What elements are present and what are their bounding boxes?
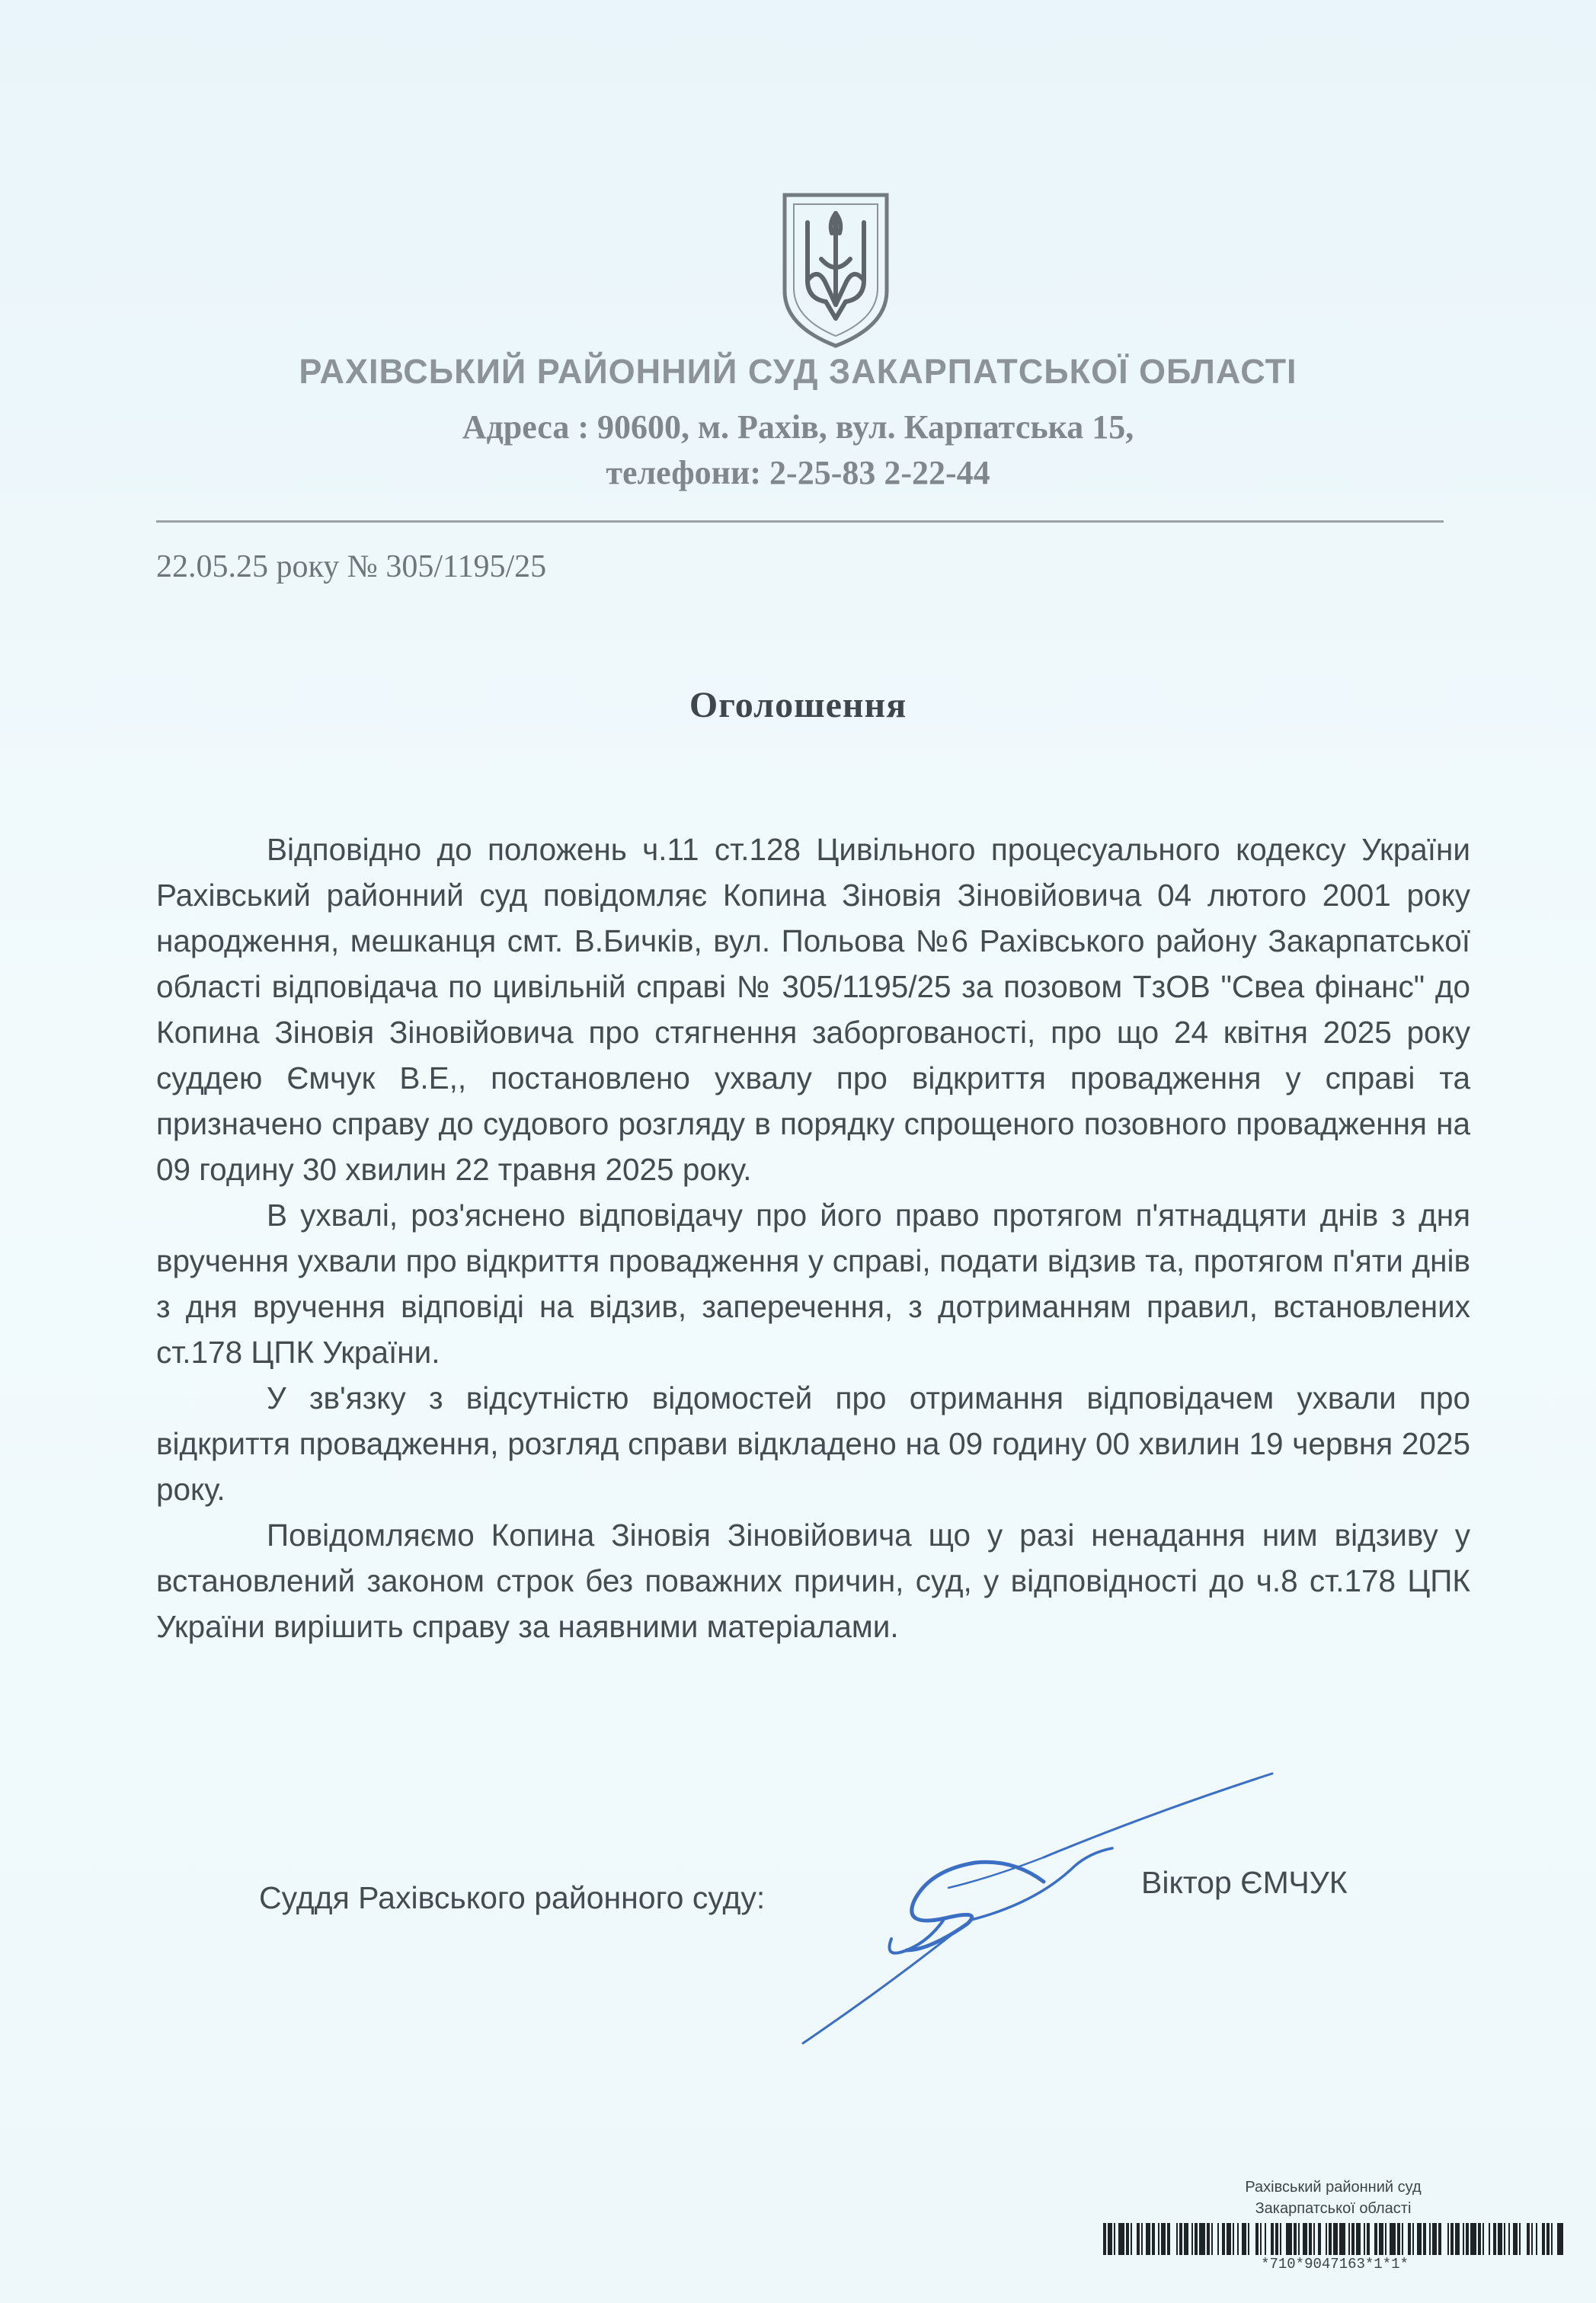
- paragraph: Повідомляємо Копина Зіновія Зіновійовича що у разі ненадання ним відзиву у встановлений законом строк без поважних причин, суд, у відповідності до ч.8 ст.178 ЦПК України вирішить справу за наявними матеріалами.: [156, 1518, 1470, 1644]
- paragraph: В ухвалі, роз'яснено відповідачу про його право протягом п'ятнадцяти днів з дня вручення ухвали про відкриття провадження у справі, подати відзив та, протягом п'яти днів з дня вручення відповіді на відзив, заперечення, з дотриманням правил, встановлених ст.178 ЦПК України.: [156, 1198, 1470, 1370]
- barcode-bar: [1280, 2223, 1281, 2255]
- barcode-bar: [1508, 2223, 1510, 2255]
- barcode-bar: [1227, 2223, 1231, 2255]
- barcode-bar: [1412, 2223, 1414, 2255]
- handwritten-signature: [792, 1767, 1295, 2049]
- barcode-bar: [1408, 2223, 1411, 2255]
- barcode-bar: [1265, 2223, 1266, 2255]
- barcode-bar: [1233, 2223, 1234, 2255]
- barcode-bar: [1513, 2223, 1518, 2255]
- barcode-bar: [1242, 2223, 1246, 2255]
- barcode-bar: [1152, 2223, 1155, 2255]
- barcode-bar: [1303, 2223, 1307, 2255]
- barcode-bar: [1356, 2223, 1361, 2255]
- barcode-bar: [1176, 2223, 1178, 2255]
- barcode-bar: [1141, 2223, 1143, 2255]
- barcode-bar: [1286, 2223, 1292, 2255]
- barcode-bar: [1385, 2223, 1387, 2255]
- barcode-bar: [1309, 2223, 1312, 2255]
- barcode-bar: [1527, 2223, 1530, 2255]
- barcode-bar: [1397, 2223, 1400, 2255]
- barcode-bar: [1326, 2223, 1327, 2255]
- barcode-bar: [1275, 2223, 1278, 2255]
- barcode-bar: [1429, 2223, 1431, 2255]
- barcode-bar: [1455, 2223, 1460, 2255]
- barcode-bar: [1374, 2223, 1377, 2255]
- barcode-bar: [1108, 2223, 1112, 2255]
- barcode-bar: [1294, 2223, 1297, 2255]
- barcode-bar: [1191, 2223, 1193, 2255]
- barcode-bar: [1466, 2223, 1469, 2255]
- barcode-bar: [1348, 2223, 1350, 2255]
- barcode-bar: [1131, 2223, 1132, 2255]
- barcode-bar: [1531, 2223, 1533, 2255]
- barcode-bar: [1542, 2223, 1545, 2255]
- barcode-bar: [1493, 2223, 1496, 2255]
- barcode-bar: [1364, 2223, 1365, 2255]
- registration-number: 22.05.25 року № 305/1195/25: [156, 549, 547, 584]
- barcode-bar: [1329, 2223, 1332, 2255]
- barcode-bar: [1137, 2223, 1140, 2255]
- paragraph: У зв'язку з відсутністю відомостей про отримання відповідачем ухвали про відкриття провадження, розгляд справи відкладено на 09 годину 00 хвилин 19 червня 2025 року.: [156, 1380, 1470, 1507]
- barcode-bar: [1438, 2223, 1441, 2255]
- barcode-bar: [1390, 2223, 1396, 2255]
- barcode-bar: [1237, 2223, 1239, 2255]
- barcode-bar: [1546, 2223, 1550, 2255]
- barcode-bar: [1103, 2223, 1106, 2255]
- barcode-bar: [1222, 2223, 1225, 2255]
- barcode-bar: [1432, 2223, 1437, 2255]
- barcode-bar: [1447, 2223, 1449, 2255]
- barcode-bar: [1417, 2223, 1422, 2255]
- barcode-bar: [1167, 2223, 1170, 2255]
- barcode-bar: [1504, 2223, 1505, 2255]
- barcode-bar: [1179, 2223, 1182, 2255]
- barcode-bar: [1339, 2223, 1345, 2255]
- footer-court-line2: Закарпатської області: [1255, 2200, 1412, 2217]
- footer-court-line1: Рахівський районний суд: [1245, 2179, 1422, 2196]
- announcement-body: [156, 827, 1470, 1649]
- barcode-bar: [1298, 2223, 1300, 2255]
- barcode-bar: [1126, 2223, 1129, 2255]
- barcode-bar: [1158, 2223, 1159, 2255]
- barcode-number: *710*9047163*1*1*: [1261, 2256, 1409, 2273]
- barcode-bar: [1195, 2223, 1198, 2255]
- barcode-bar: [1199, 2223, 1205, 2255]
- court-address: Адреса : 90600, м. Рахів, вул. Карпатська 15,: [462, 408, 1134, 446]
- barcode-bar: [1482, 2223, 1484, 2255]
- barcode-bar: [1450, 2223, 1454, 2255]
- barcode-bar: [1161, 2223, 1166, 2255]
- barcode-bar: [1255, 2223, 1259, 2255]
- barcode-bar: [1423, 2223, 1426, 2255]
- barcode-bar: [1271, 2223, 1274, 2255]
- barcode-bar: [1146, 2223, 1150, 2255]
- barcode-bar: [1248, 2223, 1249, 2255]
- barcode-bar: [1114, 2223, 1115, 2255]
- barcode-bar: [1318, 2223, 1321, 2255]
- barcode-bar: [1367, 2223, 1370, 2255]
- barcode-bar: [1478, 2223, 1481, 2255]
- barcode-bar: [1118, 2223, 1124, 2255]
- barcode: [1102, 2223, 1568, 2255]
- barcode-bar: [1489, 2223, 1490, 2255]
- barcode-bar: [1402, 2223, 1403, 2255]
- barcode-bar: [1519, 2223, 1521, 2255]
- barcode-bar: [1260, 2223, 1262, 2255]
- signer-position: Суддя Рахівського районного суду:: [259, 1880, 766, 1915]
- document-title: Оголошення: [689, 685, 907, 725]
- barcode-bar: [1463, 2223, 1464, 2255]
- barcode-bar: [1551, 2223, 1553, 2255]
- barcode-bar: [1498, 2223, 1502, 2255]
- header-divider: [156, 520, 1444, 523]
- coat-of-arms-trident-icon: [779, 190, 893, 350]
- court-name: РАХІВСЬКИЙ РАЙОННИЙ СУД ЗАКАРПАТСЬКОЇ ОБЛАСТІ: [299, 352, 1297, 391]
- barcode-bar: [1351, 2223, 1355, 2255]
- court-phones: телефони: 2-25-83 2-22-44: [606, 454, 990, 491]
- barcode-bar: [1313, 2223, 1315, 2255]
- barcode-bar: [1207, 2223, 1210, 2255]
- barcode-bar: [1536, 2223, 1537, 2255]
- barcode-bar: [1333, 2223, 1338, 2255]
- paragraph: Відповідно до положень ч.11 ст.128 Цивільного процесуального кодексу України Рахівський районний суд повідомляє Копина Зіновія Зіновійовича 04 лютого 2001 року народження, мешканця смт. В.Бичків, вул. Польова №6 Рахівського району Закарпатської області відповідача по цивільній справі № 305/1195/25 за позовом ТзОВ "Свеа фінанс" до Копина Зіновія Зіновійовича про стягнення заборгованості, про що 24 квітня 2025 року суддею Ємчук В.Е,, постановлено ухвалу про відкриття провадження у справі та призначено справу до судового розгляду в порядку спрощеного позовного провадження на 09 годину 30 хвилин 22 травня 2025 року.: [156, 832, 1470, 1187]
- barcode-bar: [1184, 2223, 1188, 2255]
- barcode-bar: [1217, 2223, 1219, 2255]
- barcode-bar: [1470, 2223, 1476, 2255]
- barcode-bar: [1557, 2223, 1563, 2255]
- barcode-bar: [1211, 2223, 1213, 2255]
- signer-name: Віктор ЄМЧУК: [1141, 1865, 1348, 1900]
- barcode-bar: [1379, 2223, 1383, 2255]
